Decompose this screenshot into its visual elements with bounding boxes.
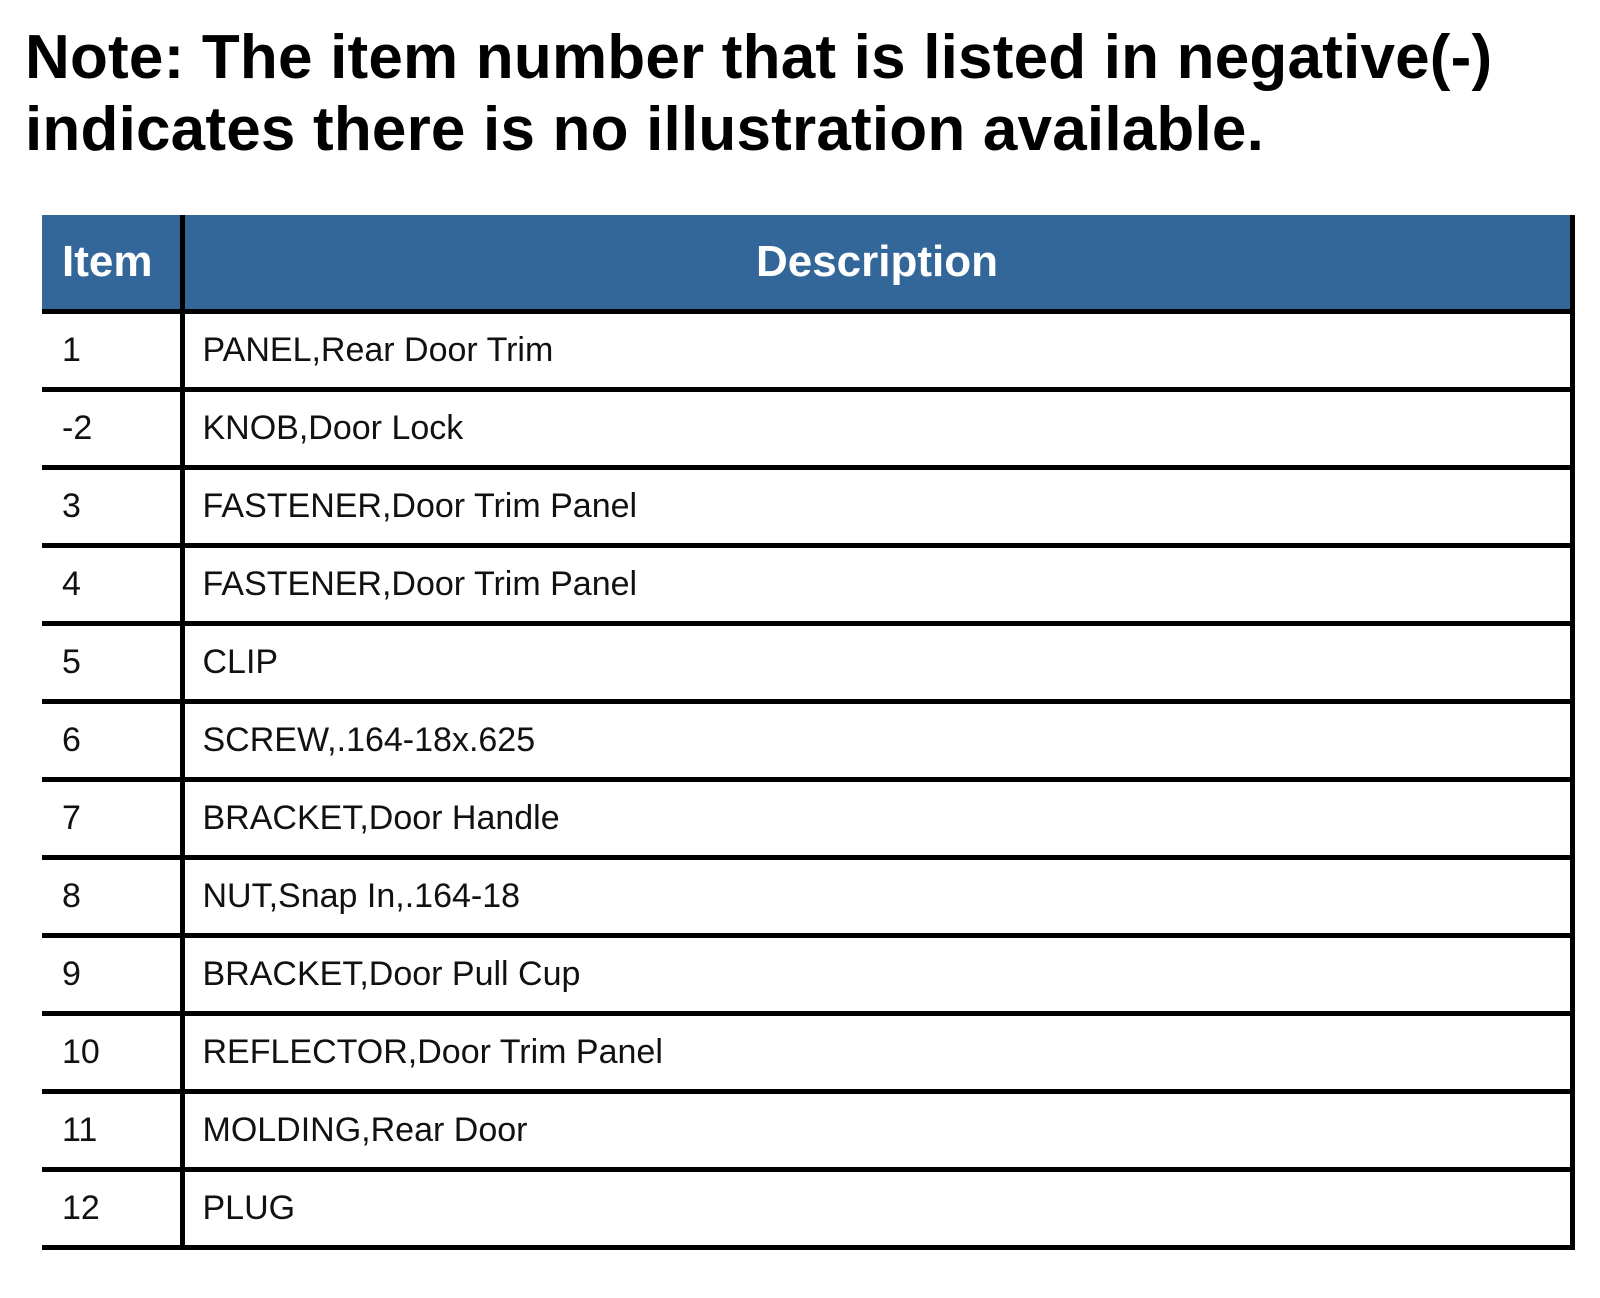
item-number-cell: 9 — [42, 936, 182, 1014]
table-row — [42, 468, 1572, 546]
note-heading — [25, 22, 1585, 166]
description-cell: BRACKET,Door Pull Cup — [182, 936, 1572, 1014]
description-cell: BRACKET,Door Handle — [182, 780, 1572, 858]
item-number-cell: 6 — [42, 702, 182, 780]
parts-table — [42, 215, 1575, 1250]
table-row — [42, 1092, 1572, 1170]
table-row — [42, 936, 1572, 1014]
table-row — [42, 624, 1572, 702]
description-cell: FASTENER,Door Trim Panel — [182, 468, 1572, 546]
description-cell: PLUG — [182, 1170, 1572, 1248]
description-cell: CLIP — [182, 624, 1572, 702]
item-number-cell: 8 — [42, 858, 182, 936]
description-cell: KNOB,Door Lock — [182, 390, 1572, 468]
header-row — [42, 215, 1572, 312]
table-row — [42, 858, 1572, 936]
table-body — [42, 312, 1572, 1248]
item-number-cell: 12 — [42, 1170, 182, 1248]
item-number-cell: 7 — [42, 780, 182, 858]
table-row — [42, 1014, 1572, 1092]
table-row — [42, 546, 1572, 624]
table-row — [42, 312, 1572, 390]
description-cell: PANEL,Rear Door Trim — [182, 312, 1572, 390]
table-row — [42, 702, 1572, 780]
description-cell: REFLECTOR,Door Trim Panel — [182, 1014, 1572, 1092]
item-number-cell: 5 — [42, 624, 182, 702]
table-row — [42, 390, 1572, 468]
item-number-cell: 11 — [42, 1092, 182, 1170]
table-row — [42, 1170, 1572, 1248]
description-column-header: Description — [182, 215, 1572, 312]
table-row — [42, 780, 1572, 858]
note-line-2: indicates there is no illustration available. — [25, 95, 1265, 164]
item-number-cell: -2 — [42, 390, 182, 468]
description-cell: FASTENER,Door Trim Panel — [182, 546, 1572, 624]
note-line-1: Note: The item number that is listed in negative(-) — [25, 23, 1493, 92]
item-column-header: Item — [42, 215, 182, 312]
table-header — [42, 215, 1572, 312]
description-cell: NUT,Snap In,.164-18 — [182, 858, 1572, 936]
item-number-cell: 3 — [42, 468, 182, 546]
item-number-cell: 10 — [42, 1014, 182, 1092]
description-cell: SCREW,.164-18x.625 — [182, 702, 1572, 780]
item-number-cell: 1 — [42, 312, 182, 390]
description-cell: MOLDING,Rear Door — [182, 1092, 1572, 1170]
item-number-cell: 4 — [42, 546, 182, 624]
